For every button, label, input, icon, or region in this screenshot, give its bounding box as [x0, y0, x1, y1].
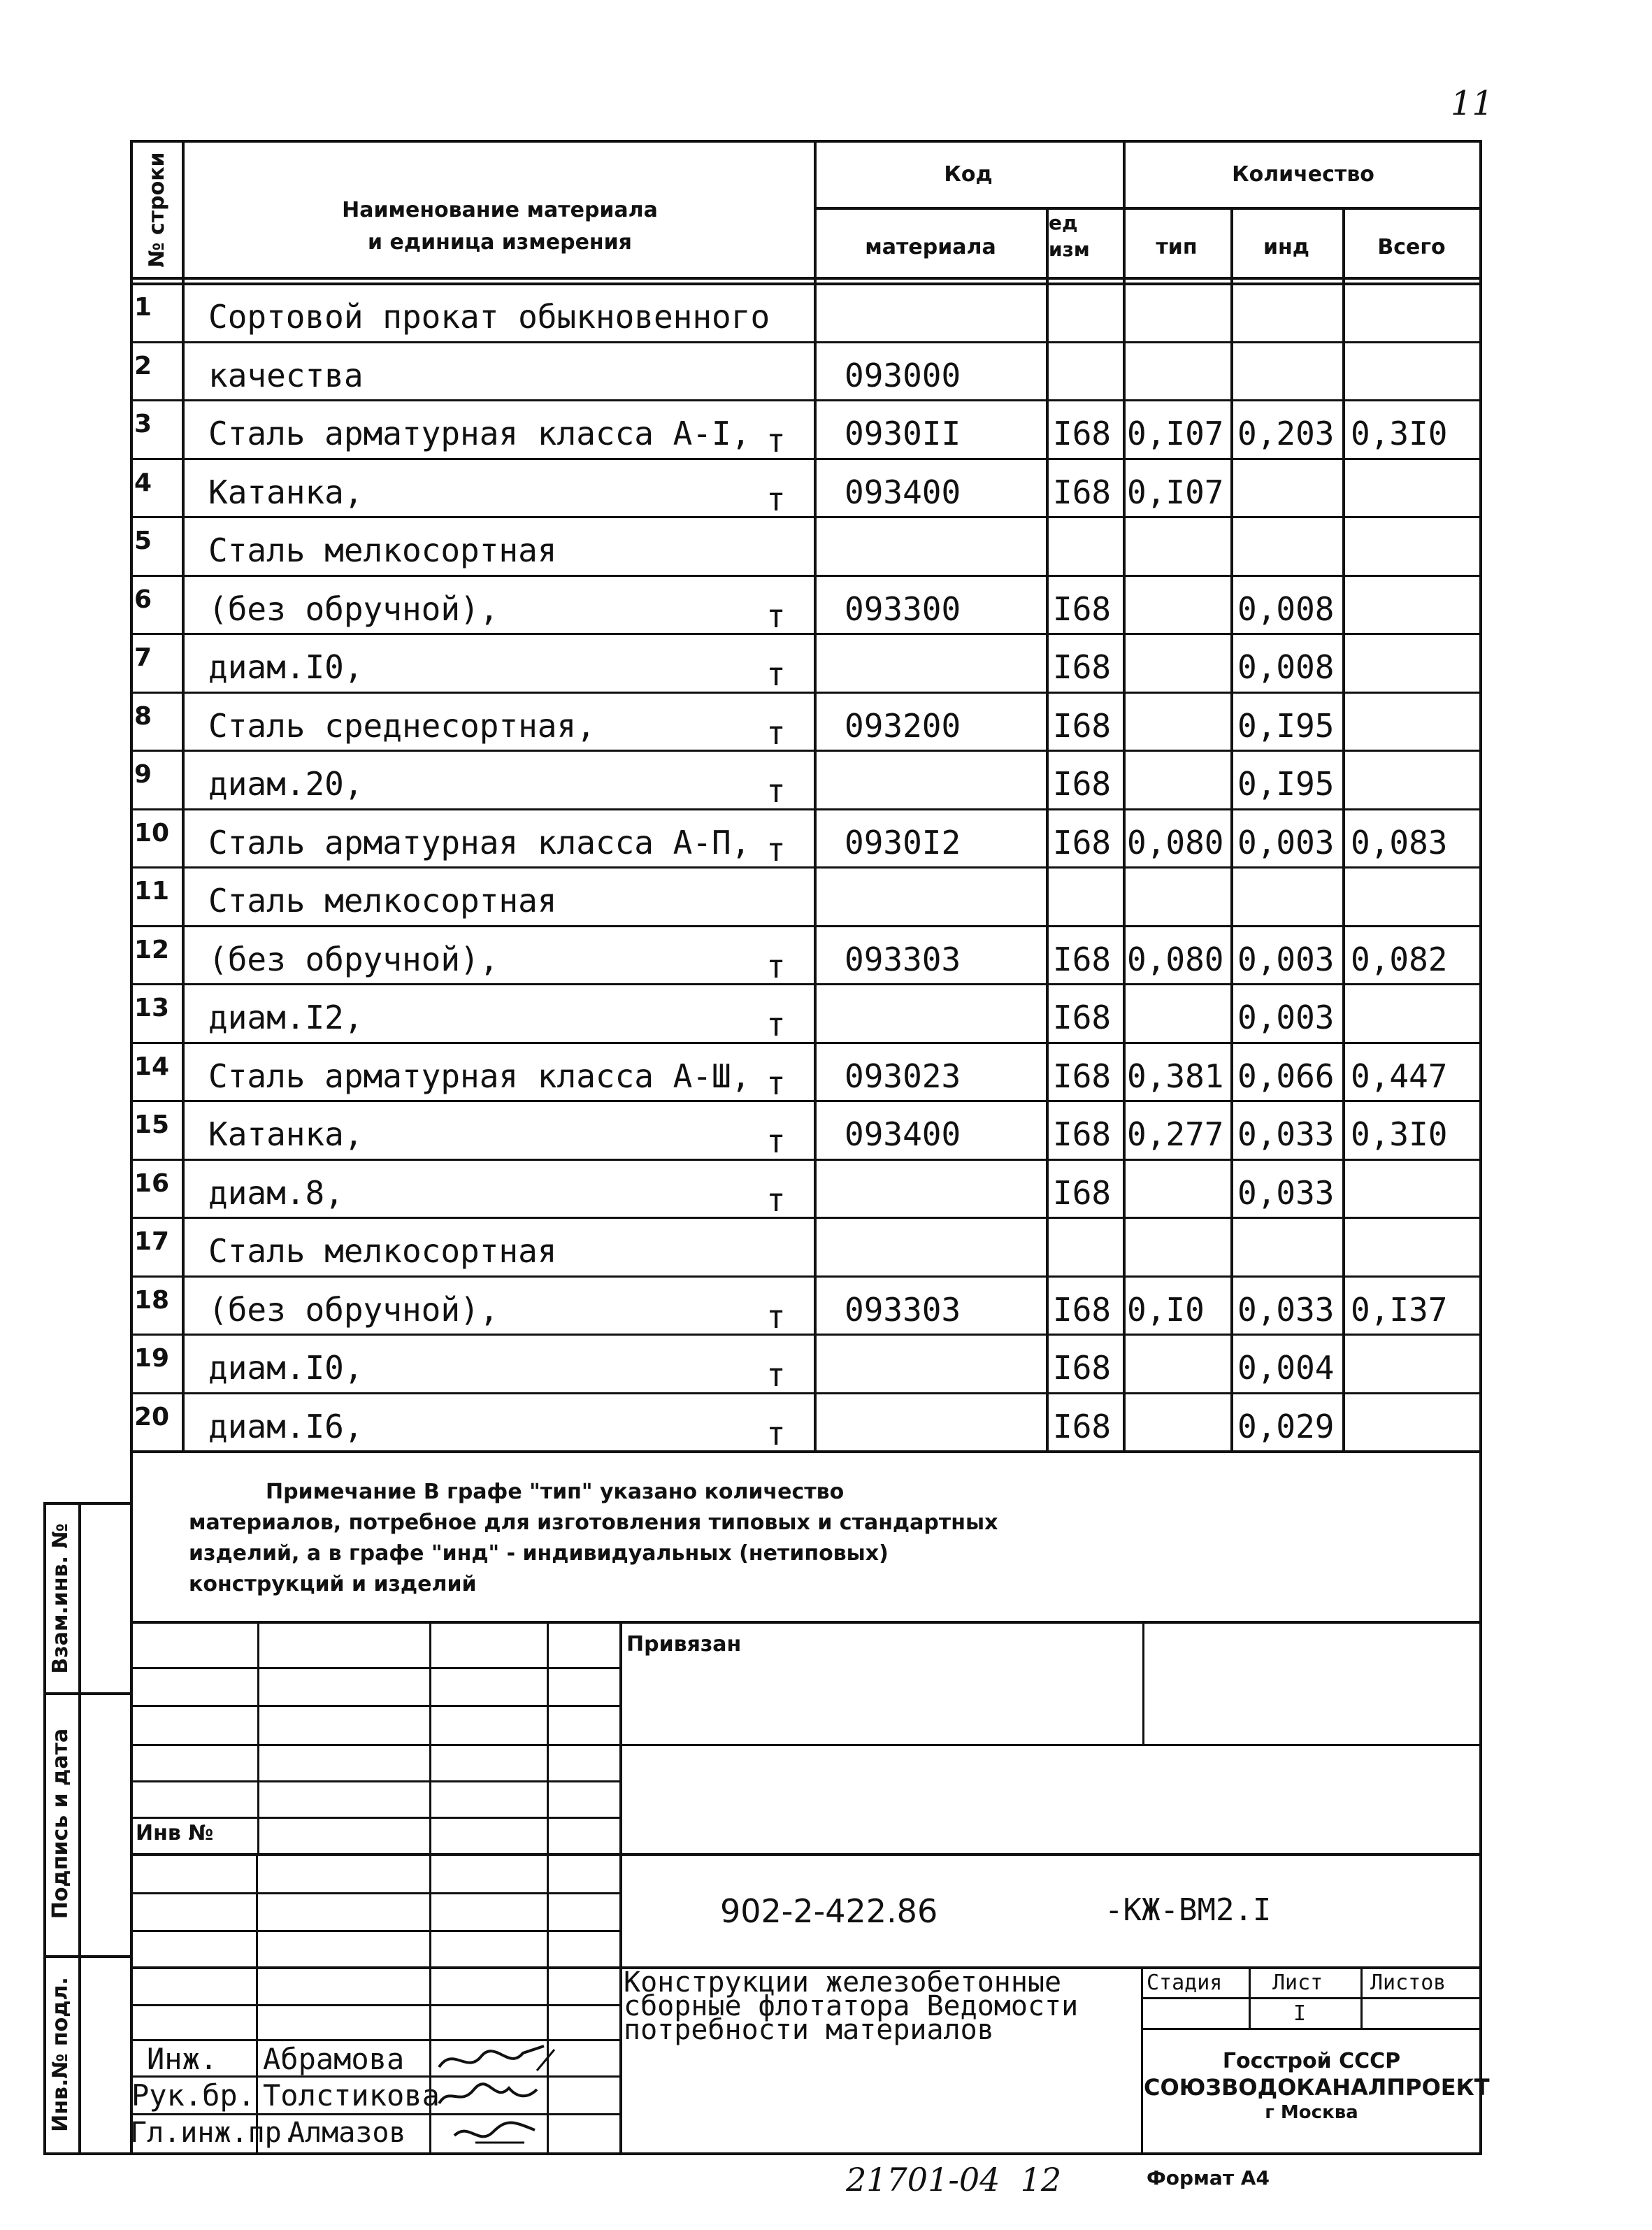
material-name: Катанка,	[208, 1115, 364, 1153]
signature-1-icon	[432, 2039, 558, 2081]
material-code: 093400	[845, 473, 961, 511]
material-name: Сталь мелкосортная	[208, 882, 557, 920]
stadiya-label: Стадия	[1147, 1971, 1223, 1995]
material-name: Сталь среднесортная,	[208, 707, 596, 745]
material-name: (без обручной),	[208, 1291, 499, 1329]
unit-t: т	[766, 655, 786, 693]
material-code: 093000	[845, 357, 961, 394]
qty-total: 0,3I0	[1351, 1115, 1448, 1153]
qty-ind: 0,004	[1237, 1349, 1335, 1387]
row-number: 14	[134, 1052, 170, 1081]
typ-header: тип	[1156, 235, 1198, 259]
material-name: диам.I0,	[208, 1349, 364, 1387]
unit-code: I68	[1053, 590, 1112, 628]
qty-typ: 0,080	[1127, 941, 1224, 978]
name-header: Наименование материала и единица измерения	[342, 198, 658, 255]
qty-ind: 0,003	[1237, 941, 1335, 978]
org-line-2: СОЮЗВОДОКАНАЛПРОЕКТ	[1144, 2074, 1490, 2101]
qty-total: 0,082	[1351, 941, 1448, 978]
unit-t: т	[766, 1356, 786, 1394]
signature-3-icon	[447, 2115, 545, 2152]
material-name: диам.I6,	[208, 1408, 364, 1445]
signer-name-3: Алмазов	[288, 2117, 406, 2149]
qty-ind: 0,203	[1237, 415, 1335, 452]
unit-t: т	[766, 597, 786, 635]
unit-t: т	[766, 714, 786, 752]
signer-role-3: Гл.инж.пр.	[130, 2117, 299, 2149]
unit-code: I68	[1053, 1115, 1112, 1153]
qty-typ: 0,I07	[1127, 473, 1224, 511]
signer-role-2: Рук.бр.	[131, 2078, 256, 2113]
row-number: 18	[134, 1286, 170, 1315]
qty-ind: 0,003	[1237, 824, 1335, 862]
material-name: (без обручной),	[208, 590, 499, 628]
quantity-header: Количество	[1232, 162, 1374, 187]
row-number: 19	[134, 1344, 170, 1373]
material-name: Сталь арматурная класса А-Ш,	[208, 1057, 751, 1095]
qty-ind: 0,029	[1237, 1408, 1335, 1445]
material-code: 093303	[845, 1291, 961, 1329]
format-label: Формат А4	[1147, 2166, 1270, 2189]
qty-ind: 0,003	[1237, 999, 1335, 1036]
material-name: Сталь арматурная класса А-I,	[208, 415, 751, 452]
signature-2-icon	[432, 2075, 544, 2115]
archive-number: 21701-04 12	[846, 2161, 1062, 2199]
material-name: Сталь мелкосортная	[208, 1232, 557, 1270]
material-name: качества	[208, 357, 364, 394]
material-code: 093303	[845, 941, 961, 978]
unit-t: т	[766, 1298, 786, 1336]
signature-date-label: Подпись и дата	[48, 1728, 73, 1920]
unit-t: т	[766, 948, 786, 985]
row-number: 2	[134, 352, 152, 380]
unit-code: I68	[1053, 1057, 1112, 1095]
unit-code: I68	[1053, 1174, 1112, 1212]
row-number: 17	[134, 1227, 170, 1256]
row-number: 16	[134, 1169, 170, 1198]
listov-label: Листов	[1370, 1971, 1446, 1995]
unit-code: I68	[1053, 1291, 1112, 1329]
material-code: 093400	[845, 1115, 961, 1153]
material-code: 093300	[845, 590, 961, 628]
row-number: 13	[134, 994, 170, 1022]
list-label: Лист	[1272, 1971, 1323, 1995]
unit-code: I68	[1053, 765, 1112, 803]
note-text: Примечание В графе "тип" указано количество материалов, потребное для изготовления типовых и стандартных изделий, а в графе "инд" - индивидуальных (нетиповых) конструкций и изделий	[189, 1480, 998, 1596]
org-line-3: г Москва	[1265, 2102, 1358, 2123]
signer-name-1: Абрамова	[263, 2042, 405, 2076]
unit-code: I68	[1053, 1408, 1112, 1445]
material-name: Сортовой прокат обыкновенного	[208, 298, 770, 336]
row-number: 7	[134, 643, 152, 672]
unit-code: I68	[1053, 415, 1112, 452]
inv-original-label: Инв.№ подл.	[48, 1977, 73, 2132]
qty-ind: 0,033	[1237, 1174, 1335, 1212]
vzam-inv-label: Взам.инв. №	[48, 1523, 73, 1674]
qty-total: 0,I37	[1351, 1291, 1448, 1329]
privyazan-label: Привязан	[626, 1632, 742, 1657]
unit-t: т	[766, 772, 786, 810]
material-code: 0930II	[845, 415, 961, 452]
row-number: 20	[134, 1403, 170, 1431]
unit-t: т	[766, 1006, 786, 1043]
qty-typ: 0,277	[1127, 1115, 1224, 1153]
row-number: 10	[134, 819, 170, 848]
qty-ind: 0,033	[1237, 1115, 1335, 1153]
document-code: 902-2-422.86	[720, 1892, 938, 1930]
material-name: Сталь мелкосортная	[208, 531, 557, 569]
ind-header: инд	[1263, 235, 1309, 259]
signer-role-1: Инж.	[147, 2042, 218, 2076]
unit-code: I68	[1053, 941, 1112, 978]
qty-ind: 0,008	[1237, 590, 1335, 628]
row-number: 8	[134, 702, 152, 731]
row-number: 15	[134, 1110, 170, 1139]
material-code-header: материала	[865, 235, 996, 259]
material-name: диам.I0,	[208, 648, 364, 686]
unit-code: I68	[1053, 648, 1112, 686]
row-number: 4	[134, 469, 152, 497]
qty-typ: 0,I07	[1127, 415, 1224, 452]
qty-ind: 0,008	[1237, 648, 1335, 686]
qty-ind: 0,066	[1237, 1057, 1335, 1095]
unit-t: т	[766, 422, 786, 459]
unit-t: т	[766, 1064, 786, 1102]
material-name: диам.20,	[208, 765, 364, 803]
unit-t: т	[766, 1415, 786, 1452]
unit-t: т	[766, 831, 786, 869]
total-header: Всего	[1377, 235, 1446, 259]
unit-t: т	[766, 1122, 786, 1160]
row-number: 3	[134, 410, 152, 438]
material-name: Сталь арматурная класса А-П,	[208, 824, 751, 862]
code-header: Код	[944, 162, 993, 187]
material-code: 093200	[845, 707, 961, 745]
row-number: 9	[134, 760, 152, 789]
inv-no-label: Инв №	[136, 1821, 214, 1845]
material-name: диам.8,	[208, 1174, 344, 1212]
material-code: 093023	[845, 1057, 961, 1095]
unit-t: т	[766, 480, 786, 518]
signer-name-2: Толстикова	[263, 2078, 440, 2113]
sheet-number: I	[1293, 2001, 1307, 2026]
row-number: 12	[134, 936, 170, 964]
qty-ind: 0,I95	[1237, 707, 1335, 745]
qty-total: 0,083	[1351, 824, 1448, 862]
qty-ind: 0,033	[1237, 1291, 1335, 1329]
unit-code: I68	[1053, 999, 1112, 1036]
qty-total: 0,447	[1351, 1057, 1448, 1095]
unit-code: I68	[1053, 824, 1112, 862]
unit-t: т	[766, 1181, 786, 1219]
qty-ind: 0,I95	[1237, 765, 1335, 803]
material-name: Катанка,	[208, 473, 364, 511]
row-number: 11	[134, 877, 170, 906]
material-name: диам.I2,	[208, 999, 364, 1036]
unit-code: I68	[1053, 707, 1112, 745]
qty-total: 0,3I0	[1351, 415, 1448, 452]
qty-typ: 0,381	[1127, 1057, 1224, 1095]
unit-code: I68	[1053, 473, 1112, 511]
row-number: 1	[134, 293, 152, 322]
document-code-suffix: -КЖ-ВМ2.I	[1105, 1892, 1272, 1928]
material-name: (без обручной),	[208, 941, 499, 978]
org-line-1: Госстрой СССР	[1222, 2049, 1401, 2073]
row-number-header: № строки	[145, 152, 169, 268]
document-title: Конструкции железобетонные сборные флотатора Ведомости потребности материалов	[624, 1966, 1079, 2046]
row-number: 6	[134, 585, 152, 614]
material-code: 0930I2	[845, 824, 961, 862]
row-number: 5	[134, 527, 152, 555]
unit-code: I68	[1053, 1349, 1112, 1387]
page-number: 11	[1451, 84, 1494, 123]
qty-typ: 0,080	[1127, 824, 1224, 862]
qty-typ: 0,I0	[1127, 1291, 1205, 1329]
unit-header: ед изм	[1049, 211, 1090, 261]
